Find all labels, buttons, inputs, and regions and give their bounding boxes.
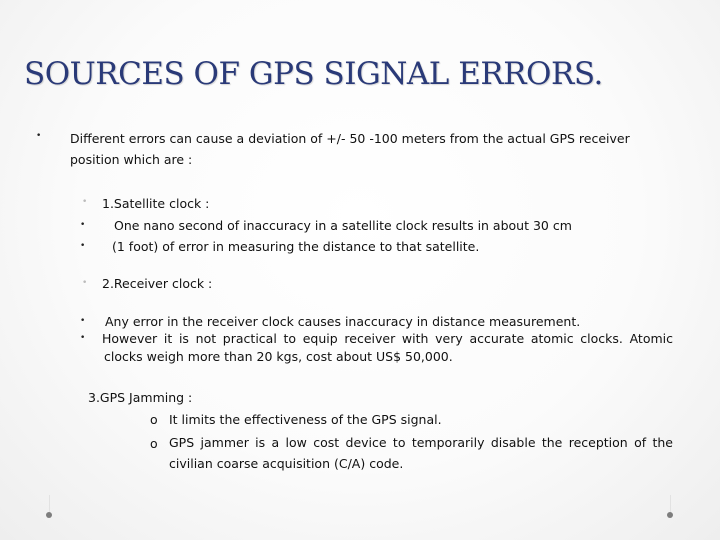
- gps-jamming-item-2-line-1: GPS jammer is a low cost device to temporarily disable the reception of the: [169, 435, 673, 450]
- receiver-clock-line-3: clocks weigh more than 20 kgs, cost about US$ 50,000.: [104, 349, 453, 364]
- bullet: •: [82, 197, 88, 207]
- gps-jamming-item-2-line-2: civilian coarse acquisition (C/A) code.: [169, 456, 404, 471]
- bullet: •: [80, 333, 86, 343]
- bullet: •: [36, 131, 42, 141]
- receiver-clock-heading: 2.Receiver clock :: [102, 276, 213, 291]
- intro-line-2: position which are :: [70, 152, 193, 167]
- gps-jamming-item-1: It limits the effectiveness of the GPS signal.: [169, 412, 442, 427]
- circle-bullet: o: [150, 436, 158, 451]
- bullet: •: [80, 316, 86, 326]
- bullet: •: [82, 278, 88, 288]
- slide-title: SOURCES OF GPS SIGNAL ERRORS.: [24, 56, 603, 92]
- bullet: •: [80, 220, 86, 230]
- bullet: •: [80, 241, 86, 251]
- gps-jamming-heading: 3.GPS Jamming :: [88, 390, 193, 405]
- corner-dot-left: [46, 512, 52, 518]
- intro-line-1: Different errors can cause a deviation of +/- 50 -100 meters from the actual GPS receiver: [70, 131, 630, 146]
- satellite-clock-line-1: One nano second of inaccuracy in a satellite clock results in about 30 cm: [114, 218, 572, 233]
- corner-dot-right: [667, 512, 673, 518]
- satellite-clock-heading: 1.Satellite clock :: [102, 196, 210, 211]
- satellite-clock-line-2: (1 foot) of error in measuring the distance to that satellite.: [112, 239, 480, 254]
- receiver-clock-line-2: However it is not practical to equip receiver with very accurate atomic clocks. Atomic: [102, 331, 673, 346]
- circle-bullet: o: [150, 412, 158, 427]
- receiver-clock-line-1: Any error in the receiver clock causes inaccuracy in distance measurement.: [105, 314, 581, 329]
